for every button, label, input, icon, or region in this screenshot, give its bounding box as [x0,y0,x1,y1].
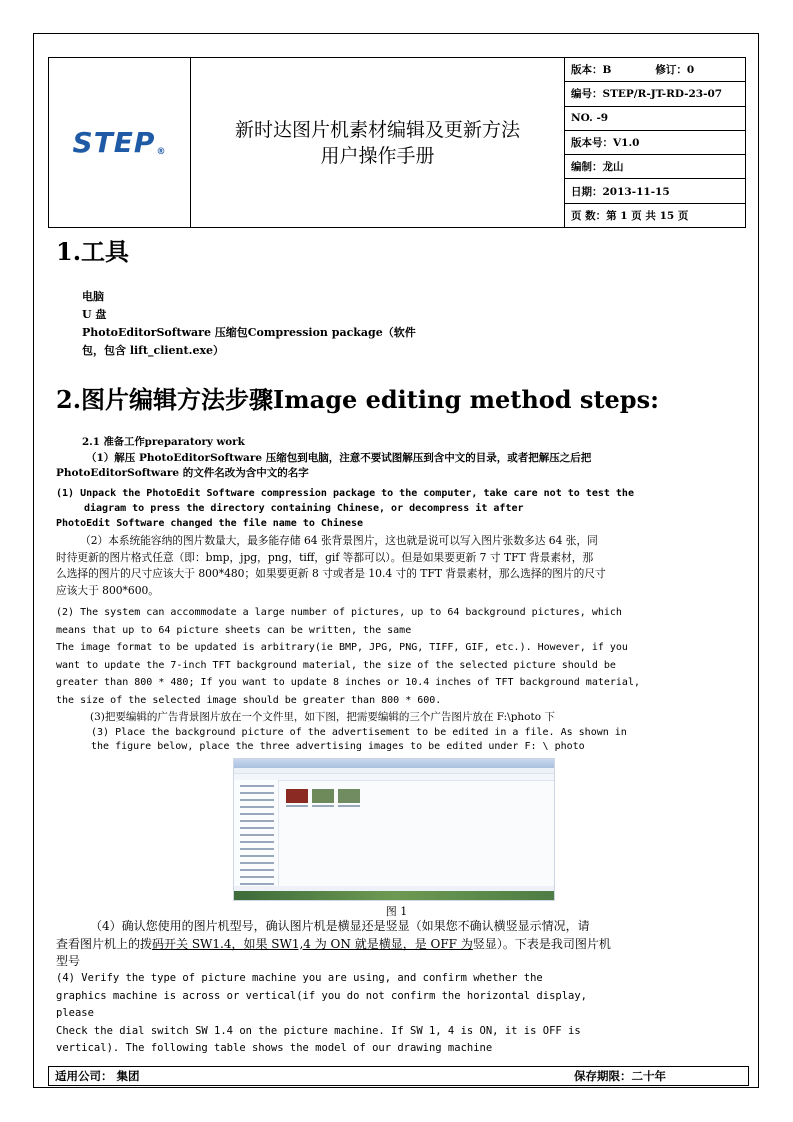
paragraph-2-cn: （2）本系统能容纳的图片数量大，最多能存储 64 张背景图片，这也就是说可以写入图片张数多达 64 张，同 时待更新的图片格式任意（即：bmp，jpg，png，tiff，gif 等都可以）。但是如果要更新 7 寸 TFT 背景素材，那 么选择的图片的尺寸应该大于 800*480；如果要更新 8 寸或者是 10.4 寸的 TFT 背景素材，那么选择的图片的尺寸 应该大于 800*600。 [56,534,606,597]
title-line-2: 用户操作手册 [320,144,435,167]
logo-cell [49,58,191,227]
paragraph-2-en: (2) The system can accommodate a large number of pictures, up to 64 background pictures, which means that up to 64 picture sheets can be written, the same The image format to be updated is arbitrary(ie BMP, JPG, PNG, TIFF, GIF, etc.). However, if you want to update the 7-inch TFT background material, the size of the selected picture should be greater than 800 * 480; If you want to update 8 inches or 10.4 inches of TFT background material, the size of the selected image should be greater than 800 * 600. [56,607,640,706]
image-thumbnail [312,789,334,803]
tool-item: 电脑 [82,290,104,303]
step-logo: STEP® [72,126,167,159]
meta-author: 编制：龙山 [565,155,745,179]
image-thumbnail [338,789,360,803]
paragraph-3-en: (3) Place the background picture of the advertisement to be edited in a file. As shown in the figure below, place the three advertising images to be edited under F: \ photo [91,727,627,752]
window-toolbar [234,774,554,781]
tools-list [56,288,749,360]
paragraph-4-en: (4) Verify the type of picture machine you are using, and confirm whether the graphics machine is across or vertical(if you do not confirm the horizontal display, please Check the dial switch SW 1.4 on the picture machine. If SW 1, 4 is ON, it is OFF is vertical). The following table shows the model of our drawing machine [56,972,588,1054]
tool-item: PhotoEditorSoftware 压缩包Compression package（软件 [82,326,416,339]
paragraph-4-cn: （4）确认您使用的图片机型号，确认图片机是横显还是竖显（如果您不确认横竖显示情况，请 查看图片机上的拨码开关 SW1.4，如果 SW1,4 为 ON 就是横显，是 OFF 为竖显）。下表是我司图片机 型号 [56,919,611,968]
registered-mark-icon: ® [156,147,167,157]
document-footer [48,1066,749,1086]
meta-no: NO. -9 [565,107,745,131]
paragraph-1-en: (1) Unpack the PhotoEdit Software compression package to the computer, take care not to test the diagram to press the directory containing Chinese, or decompress it after PhotoEdit Software changed the file name to Chinese [56,488,634,529]
section-1-heading: 1.工具 [56,237,130,266]
window-title-bar [234,759,554,768]
retention-period: 保存期限：二十年 [574,1069,666,1083]
tool-item: 包，包含 lift_client.exe） [82,344,225,357]
figure-caption: 图 1 [385,905,408,918]
paragraph-1-cn: （1）解压 PhotoEditorSoftware 压缩包到电脑，注意不要试图解压到含中文的目录，或者把解压之后把 PhotoEditorSoftware 的文件名改为含中文的名字 [56,452,592,479]
explorer-screenshot-figure [233,758,555,901]
document-header-table [48,57,746,228]
navigation-pane [234,780,279,886]
image-thumbnail [286,789,308,803]
tool-item: U 盘 [82,308,107,321]
meta-pages: 页 数：第 1 页 共 15 页 [571,209,689,222]
document-meta [565,58,745,227]
meta-version-revision: 版本：B 修订：0 [565,58,745,82]
applicable-company: 适用公司： 集团 [55,1069,140,1083]
subsection-heading: 2.1 准备工作preparatory work [82,436,245,448]
document-title [191,58,565,227]
section-2-heading: 2.图片编辑方法步骤Image editing method steps: [56,385,659,414]
windows-taskbar [234,891,554,900]
meta-date: 日期：2013-11-15 [565,179,745,203]
title-line-1: 新时达图片机素材编辑及更新方法 [234,118,520,141]
meta-code: 编号：STEP/R-JT-RD-23-07 [565,82,745,106]
paragraph-3-cn: (3)把要编辑的广告背景图片放在一个文件里，如下图，把需要编辑的三个广告图片放在 F:\photo 下 [90,711,555,723]
meta-version-no: 版本号：V1.0 [565,131,745,155]
